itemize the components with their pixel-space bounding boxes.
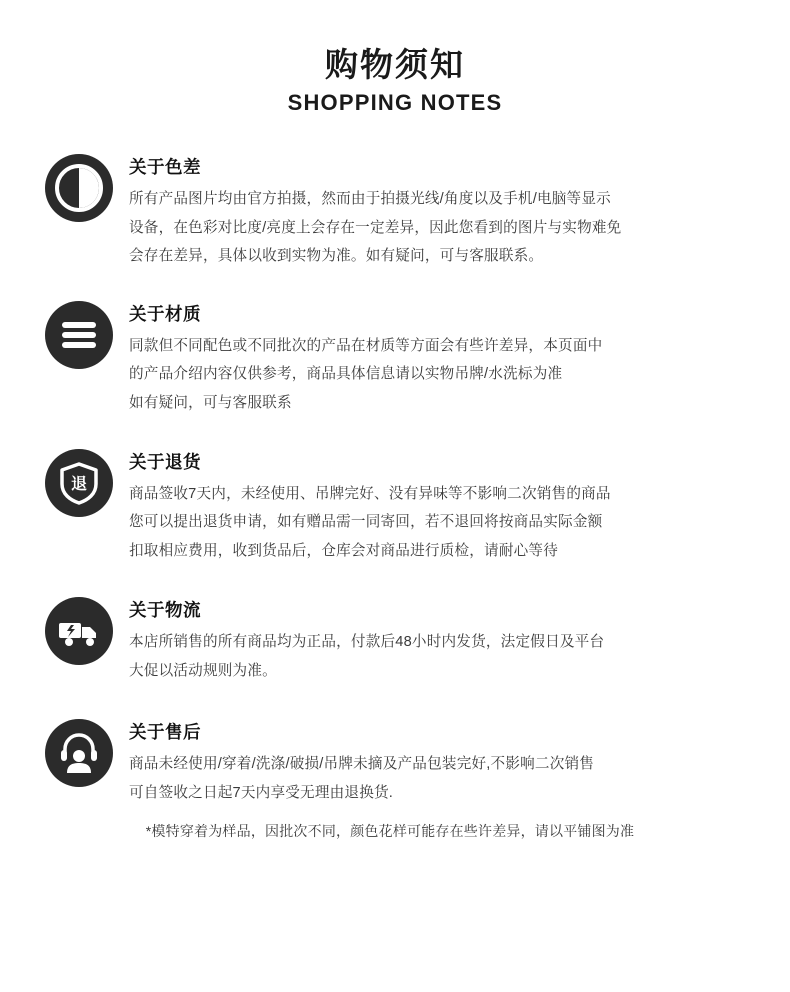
section-lines-logistics <box>129 628 760 685</box>
section-title-return: 关于退货 <box>129 451 201 472</box>
section-body-aftersale <box>129 717 760 807</box>
section-body-color <box>129 152 760 270</box>
section-lines-color <box>129 185 760 270</box>
page-title-en: SHOPPING NOTES <box>287 90 503 116</box>
section-line: 扣取相应费用，收到货品后，仓库会对商品进行质检，请耐心等待 <box>129 542 559 559</box>
section-body-logistics <box>129 595 760 685</box>
section-title-material: 关于材质 <box>129 303 201 324</box>
section-body-material <box>129 299 760 417</box>
section-line: 的产品介绍内容仅供参考，商品具体信息请以实物吊牌/水洗标为准 <box>129 366 563 383</box>
contrast-circle-icon <box>45 154 113 222</box>
icon-wrap-aftersale <box>45 719 113 787</box>
return-shield-icon <box>45 449 113 517</box>
section-lines-material <box>129 332 760 417</box>
delivery-truck-icon <box>45 597 113 665</box>
section-line: 商品签收7天内，未经使用、吊牌完好、没有异味等不影响二次销售的商品 <box>129 485 611 502</box>
section-logistics <box>45 595 760 685</box>
headset-support-icon <box>45 719 113 787</box>
section-line: 会存在差异，具体以收到实物为准。如有疑问，可与客服联系。 <box>129 248 544 265</box>
section-title-color: 关于色差 <box>129 157 201 178</box>
section-aftersale <box>45 717 760 807</box>
section-lines-aftersale <box>129 750 760 807</box>
section-title-logistics: 关于物流 <box>129 600 201 621</box>
section-line: 您可以提出退货申请，如有赠品需一同寄回，若不退回将按商品实际金额 <box>129 514 603 531</box>
section-line: 设备，在色彩对比度/亮度上会存在一定差异，因此您看到的图片与实物难免 <box>129 219 622 236</box>
icon-wrap-logistics <box>45 597 113 665</box>
page-title-cn: 购物须知 <box>325 46 465 83</box>
notes-sections <box>0 152 790 807</box>
section-lines-return <box>129 480 760 565</box>
section-line: 大促以活动规则为准。 <box>129 662 277 679</box>
section-line: 同款但不同配色或不同批次的产品在材质等方面会有些许差异，本页面中 <box>129 337 603 354</box>
icon-wrap-material <box>45 301 113 369</box>
section-line: 可自签收之日起7天内享受无理由退换货. <box>129 784 394 801</box>
section-color-difference <box>45 152 760 270</box>
section-line: 本店所销售的所有商品均为正品，付款后48小时内发货，法定假日及平台 <box>129 634 605 651</box>
icon-wrap-return <box>45 449 113 517</box>
page-header <box>0 0 790 116</box>
icon-wrap-color <box>45 154 113 222</box>
section-body-return <box>129 447 760 565</box>
model-sample-footnote: *模特穿着为样品，因批次不同，颜色花样可能存在些许差异，请以平铺图为准 <box>145 823 635 840</box>
section-line: 如有疑问，可与客服联系 <box>129 394 292 411</box>
section-line: 商品未经使用/穿着/洗涤/破损/吊牌未摘及产品包装完好,不影响二次销售 <box>129 756 595 773</box>
section-return <box>45 447 760 565</box>
section-title-aftersale: 关于售后 <box>129 722 201 743</box>
layers-stack-icon <box>45 301 113 369</box>
section-line: 所有产品图片均由官方拍摄，然而由于拍摄光线/角度以及手机/电脑等显示 <box>129 191 611 208</box>
section-material <box>45 299 760 417</box>
svg-text:退: 退 <box>70 473 88 493</box>
